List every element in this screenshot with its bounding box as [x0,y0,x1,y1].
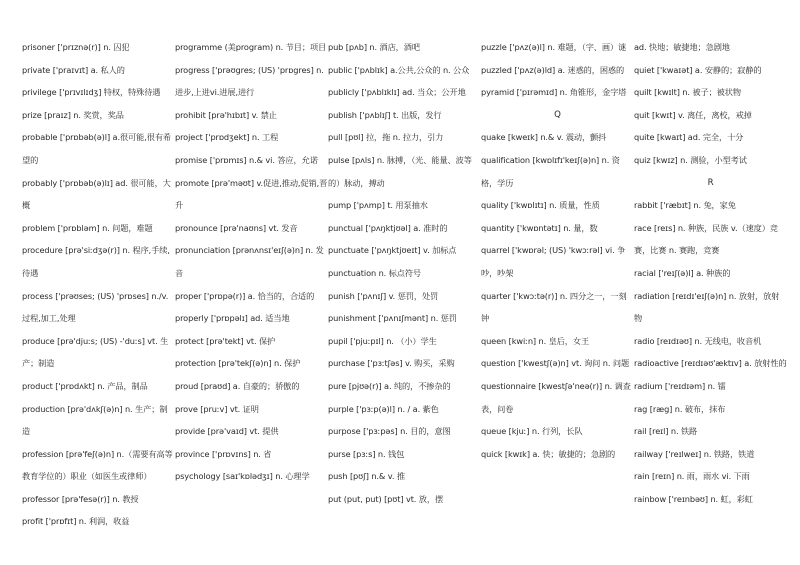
vocab-entry: punctuation n. 标点符号 [328,267,422,278]
vocab-entry: procedure [prə'siːdʒə(r)] n. 程序,手续,待遇 [22,245,170,278]
vocab-entry: rail [reɪl] n. 铁路 [634,426,698,437]
vocab-entry: punish ['pʌnɪʃ] v. 惩罚，处罚 [328,290,439,301]
vocab-entry: pupil ['pjuːpɪl] n. （小）学生 [328,335,437,346]
vocab-entry: pure [pjʊə(r)] a. 纯的，不掺杂的 [328,380,451,391]
vocab-entry: programme (美program) n. 节目；项目 [175,42,327,52]
vocab-entry: questionnaire [kwestʃə'neə(r)] n. 调查表，问卷 [481,380,631,414]
vocab-entry: punctuate ['pʌŋktjʊeɪt] v. 加标点 [328,245,457,256]
vocab-entry: progress ['prəʊgres; (US) 'prɒgres] n.进步,上进vi.进展,进行 [175,64,324,98]
vocab-entry: professor [prə'fesə(r)] n. 教授 [22,493,139,504]
vocab-entry: quarrel ['kwɒrəl; (US) 'kwɔːrəl] vi. 争吵，吵架 [481,245,626,278]
vocab-entry: produce [prə'djuːs; (US) -'duːs] vt. 生产；制造 [22,335,169,369]
vocab-entry: promote [prə'məʊt] v.促进,推动,促销,晋升 [175,177,328,211]
vocab-entry: profession [prə'feʃ(ə)n] n.（需要有高等教育学位的）职业（如医生或律师） [22,448,173,482]
vocab-entry: properly ['prɒpəlɪ] ad. 适当地 [175,313,290,324]
vocab-entry: quiz [kwɪz] n. 测验，小型考试 [634,154,747,165]
vocab-entry: product ['prɒdʌkt] n. 产品，制品 [22,380,148,391]
vocab-column-5 [634,36,787,565]
vocab-entry: provide [prə'vaɪd] vt. 提供 [175,426,279,437]
vocab-entry: project ['prɒdʒekt] n. 工程 [175,132,279,143]
vocab-entry: publicly ['pʌblɪklɪ] ad. 当众；公开地 [328,87,466,98]
vocab-entry: proper ['prɒpə(r)] a. 恰当的，合适的 [175,290,315,301]
vocab-entry: publish ['pʌblɪʃ] t. 出版，发行 [328,109,442,120]
vocab-entry: proud [praʊd] a. 自豪的；骄傲的 [175,380,300,391]
vocab-entry: purpose ['pɜːpəs] n. 目的，意图 [328,426,451,437]
vocab-entry: process ['prəʊses; (US) 'prɒses] n./v. 过程,加工,处理 [22,290,169,324]
vocab-entry: pull [pʊl] 拉，拖 n. 拉力，引力 [328,132,444,143]
vocab-column-2 [175,36,328,565]
vocab-column-4 [481,36,634,565]
vocab-entry: purple ['pɜːp(ə)l] n. / a. 紫色 [328,403,439,414]
vocab-entry: puzzle ['pʌz(ə)l] n. 难题，（字、画）谜 [481,42,627,52]
vocab-entry: quite [kwaɪt] ad. 完全，十分 [634,132,744,143]
vocab-entry: question ['kwestʃ(ə)n] vt. 询问 n. 问题 [481,358,630,369]
vocab-entry: prisoner ['prɪznə(r)] n. 囚犯 [22,42,130,52]
vocab-entry: pump ['pʌmp] t. 用泵抽水 [328,200,428,211]
vocab-entry: prove [pruːv] vt. 证明 [175,403,259,414]
vocab-entry: purchase ['pɜːtʃəs] v. 购买，采购 [328,358,455,369]
vocab-entry: public ['pʌblɪk] a.公共,公众的 n. 公众 [328,64,470,75]
vocab-column-1 [22,36,175,565]
vocab-entry: pronounce [prə'naʊns] vt. 发音 [175,222,298,233]
vocab-entry: prize [praɪz] n. 奖赏，奖品 [22,109,124,120]
vocab-entry: radioactive [reɪdɪəʊ'æktɪv] a. 放射性的 [634,358,787,369]
vocab-entry: quake [kweɪk] n.& v. 震动，颤抖 [481,132,607,143]
vocab-entry: pronunciation [prənʌnsɪ'eɪʃ(ə)n] n. 发音 [175,245,324,278]
vocab-entry: protection [prə'tekʃ(ə)n] n. 保护 [175,358,301,369]
vocab-entry: ad. 快地；敏捷地；急剧地 [634,42,730,52]
vocab-entry: quantity ['kwɒntətɪ] n. 量，数 [481,222,598,233]
vocab-entry: purse [pɜːs] n. 钱包 [328,448,405,459]
vocab-entry: pulse [pʌls] n. 脉搏，（光、能量、波等的）脉动，搏动 [328,154,472,188]
vocab-entry: rain [reɪn] n. 雨，雨水 vi. 下雨 [634,471,750,482]
vocab-entry: quarter ['kwɔːtə(r)] n. 四分之一，一刻钟 [481,290,627,324]
vocab-entry: production [prə'dʌkʃ(ə)n] n. 生产；制造 [22,403,168,437]
vocab-entry: private ['praɪvɪt] a. 私人的 [22,64,125,75]
vocab-entry: privilege ['prɪvɪlɪdʒ] 特权，特殊待遇 [22,87,161,98]
vocab-entry: quit [kwɪt] v. 离任，离校，戒掉 [634,109,752,120]
section-letter-r: R [707,177,714,188]
section-letter-q: Q [554,109,561,120]
vocab-entry: pub [pʌb] n. 酒店，酒吧 [328,42,420,52]
vocab-entry: rag [ræg] n. 破布，抹布 [634,403,726,414]
vocab-entry: quiet ['kwaɪət] a. 安静的；寂静的 [634,64,762,75]
vocab-entry: puzzled ['pʌz(ə)ld] a. 迷惑的，困惑的 [481,64,625,75]
vocab-entry: pyramid ['pɪrəmɪd] n. 角锥形，金字塔 [481,87,627,98]
vocab-entry: punctual ['pʌŋktjʊəl] a. 准时的 [328,222,448,233]
vocab-entry: radiation [reɪdɪ'eɪʃ(ə)n] n. 放射，放射物 [634,290,780,324]
vocab-entry: push [pʊʃ] n.& v. 推 [328,471,405,482]
vocab-entry: profit ['prɒfɪt] n. 利润，收益 [22,516,130,527]
vocab-entry: railway ['reɪlweɪ] n. 铁路，铁道 [634,448,755,459]
vocab-column-3 [328,36,481,565]
vocab-entry: racial ['reɪʃ(ə)l] a. 种族的 [634,267,731,278]
vocab-entry: radium ['reɪdɪəm] n. 镭 [634,380,726,391]
vocab-entry: protect [prə'tekt] vt. 保护 [175,335,276,346]
vocab-entry: promise ['prɒmɪs] n.& vi. 答应，允诺 [175,154,318,165]
vocab-entry: rainbow ['reɪnbəʊ] n. 虹，彩虹 [634,493,753,504]
vocab-entry: queen [kwiːn] n. 皇后，女王 [481,335,590,346]
vocab-entry: punishment ['pʌnɪʃmənt] n. 惩罚 [328,313,457,324]
vocab-entry: province ['prɒvɪns] n. 省 [175,448,272,459]
vocab-entry: qualification [kwɒlɪfɪ'keɪʃ(ə)n] n. 资格，学历 [481,154,620,188]
vocab-entry: quality ['kwɒlɪtɪ] n. 质量，性质 [481,200,600,211]
vocab-entry: rabbit ['ræbɪt] n. 兔，家兔 [634,200,736,211]
vocab-entry: queue [kjuː] n. 行列，长队 [481,426,583,437]
vocab-entry: quilt [kwɪlt] n. 被子；被状物 [634,87,741,98]
vocab-entry: race [reɪs] n. 种族，民族 v.（速度）竞赛，比赛 n. 赛跑，竞赛 [634,222,778,256]
vocab-entry: probably ['prɒbəb(ə)lɪ] ad. 很可能，大概 [22,177,171,211]
vocab-entry: put (put, put) [pʊt] vt. 放，摆 [328,493,444,504]
vocab-entry: quick [kwɪk] a. 快；敏捷的；急剧的 [481,448,616,459]
vocab-entry: psychology [saɪ'kɒlədʒɪ] n. 心理学 [175,471,310,482]
vocab-entry: radio [reɪdɪəʊ] n. 无线电，收音机 [634,335,762,346]
vocab-entry: probable ['prɒbəb(ə)l] a.很可能,很有希望的 [22,132,172,165]
vocab-entry: prohibit [prə'hɪbɪt] v. 禁止 [175,109,277,120]
vocab-entry: problem ['prɒbləm] n. 问题，难题 [22,222,153,233]
